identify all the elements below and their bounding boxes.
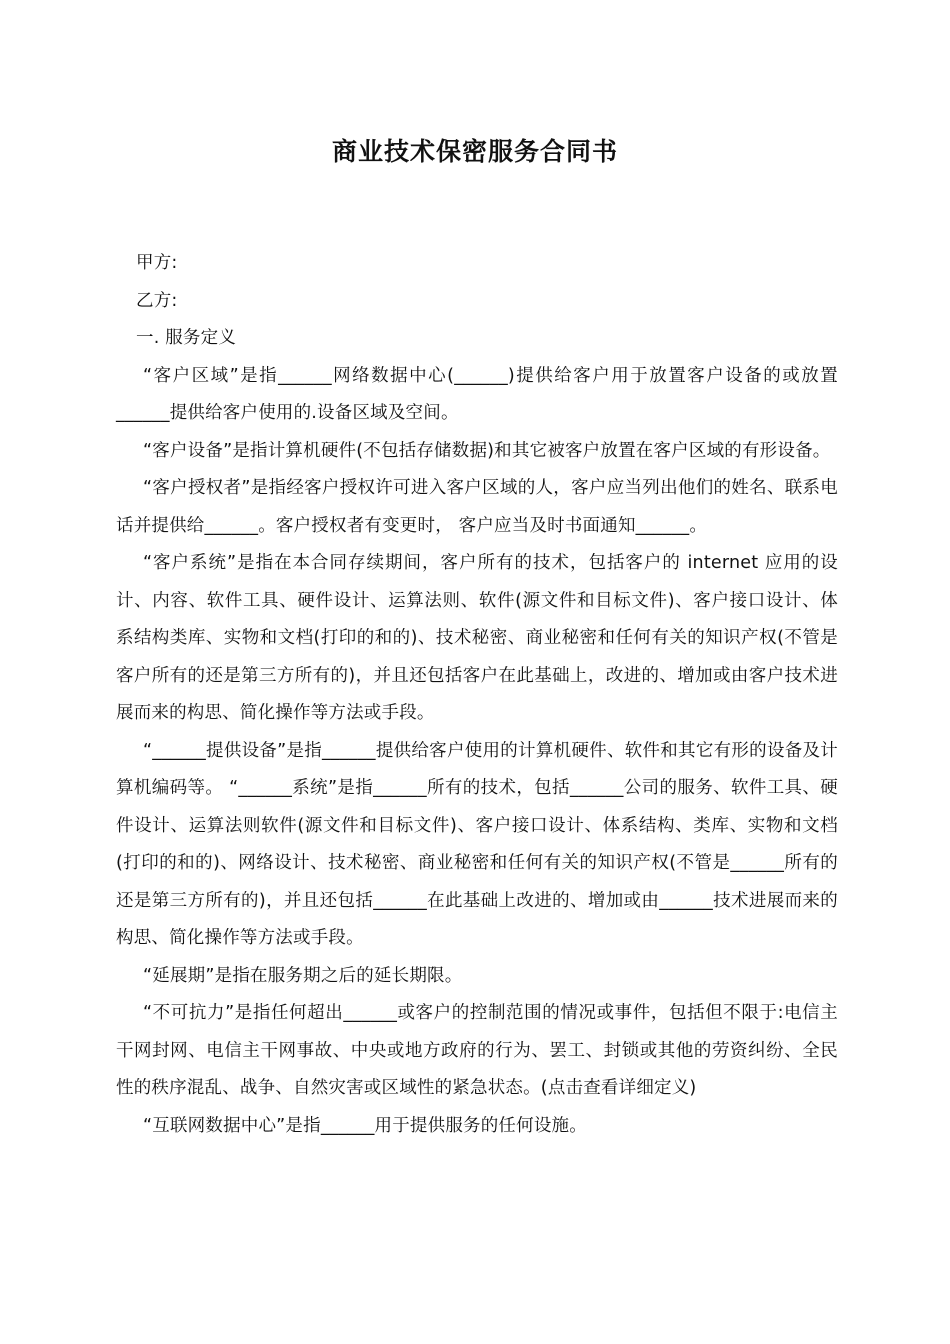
definition-paragraph: “客户授权者”是指经客户授权许可进入客户区域的人，客户应当列出他们的姓名、联系电话并提供给______。客户授权者有变更时， 客户应当及时书面通知______。 [116,478,838,536]
definition-paragraph: “______提供设备”是指______提供给客户使用的计算机硬件、软件和其它有形的设备及计算机编码等。 “______系统”是指______所有的技术，包括______公司的服务、软件工具、硬件设计、运算法则软件(源文件和目标文件)、客户接口设计、体系结构、类库、实物和文档(打印的和的)、网络设计、技术秘密、商业秘密和任何有关的知识产权(不管是______所有的还是第三方所有的)，并且还包括______在此基础上改进的、增加或由______技术进展而来的构思、简化操作等方法或手段。 [116,740,838,948]
document-title: 商业技术保密服务合同书 [331,137,618,166]
definition-paragraph: “客户系统”是指在本合同存续期间，客户所有的技术，包括客户的 internet 应用的设计、内容、软件工具、硬件设计、运算法则、软件(源文件和目标文件)、客户接口设计、体系结构类库、实物和文档(打印的和的)、技术秘密、商业秘密和任何有关的知识产权(不管是客户所有的还是第三方所有的)，并且还包括客户在此基础上，改进的、增加或由客户技术进展而来的构思、简化操作等方法或手段。 [116,553,838,723]
definition-paragraph: “不可抗力”是指任何超出______或客户的控制范围的情况或事件，包括但不限于:电信主干网封网、电信主干网事故、中央或地方政府的行为、罢工、封锁或其他的劳资纠纷、全民性的秩序混乱、战争、自然灾害或区域性的紧急状态。(点击查看详细定义) [116,1003,838,1098]
section-heading: 一. 服务定义 [136,328,237,348]
party-a-label: 甲方: [136,253,178,273]
definition-paragraph: “客户区域”是指______网络数据中心(______)提供给客户用于放置客户设备的或放置______提供给客户使用的.设备区域及空间。 [116,365,838,423]
document-body [116,245,838,1145]
definition-paragraph: “延展期”是指在服务期之后的延长期限。 [143,965,463,986]
definition-paragraph: “互联网数据中心”是指______用于提供服务的任何设施。 [143,1115,587,1136]
definition-paragraph: “客户设备”是指计算机硬件(不包括存储数据)和其它被客户放置在客户区域的有形设备。 [143,440,831,461]
party-b-label: 乙方: [136,290,178,311]
